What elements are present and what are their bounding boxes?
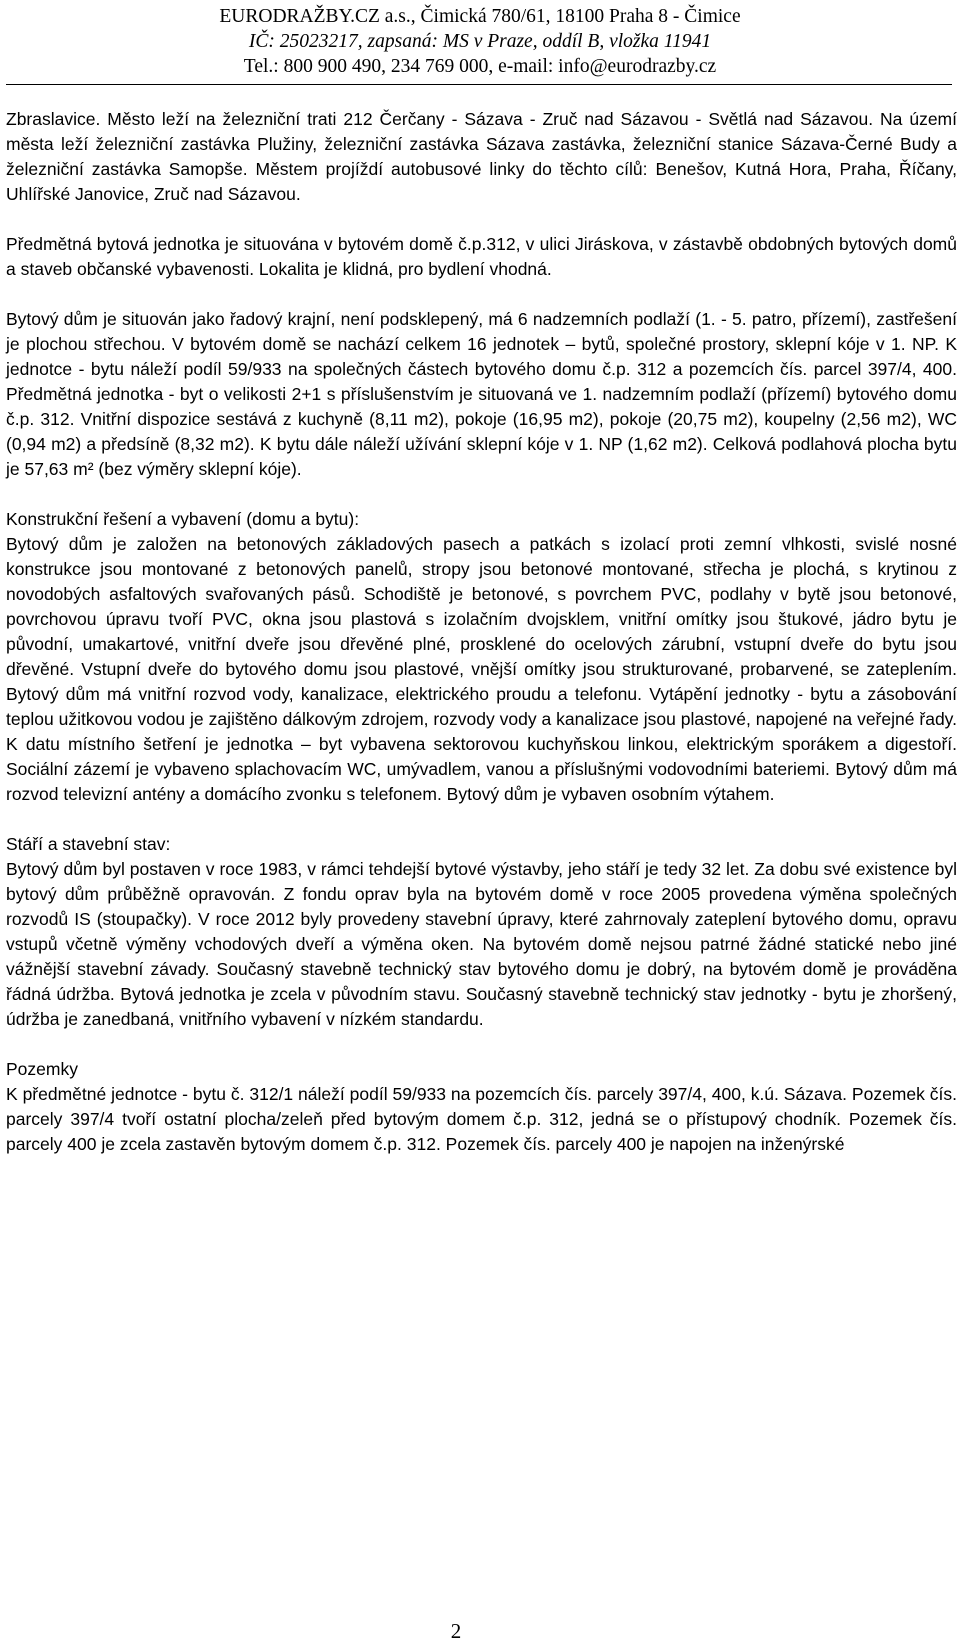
section-text-age: Bytový dům byl postaven v roce 1983, v rámci tehdejší bytové výstavby, jeho stáří je tedy 32 let. Za dobu své existence byl bytový dům průběžně opravován. Z fondu oprav byla na bytovém domě v roce 2005 provedena výměna společných rozvodů IS (stoupačky). V roce 2012 byly provedeny stavební úpravy, které zahrnovaly zateplení bytového domu, opravu vstupů včetně výměny vchodových dveří a výměna oken. Na bytovém domě nejsou patrné žádné statické nebo jiné vážnější stavební závady. Současný stavebně technický stav bytového domu je dobrý, na bytovém domě je prováděna řádná údržba. Bytová jednotka je zcela v původním stavu. Současný stavebně technický stav jednotky - bytu je zhoršený, údržba je zanedbaná, vnitřního vybavení v nízkém standardu. [6, 859, 957, 1029]
company-address: EURODRAŽBY.CZ a.s., Čimická 780/61, 18100 Praha 8 - Čimice [219, 6, 741, 27]
section-construction [6, 507, 957, 807]
page-number: 2 [450, 1619, 462, 1643]
section-age [6, 832, 957, 1032]
section-heading-age: Stáří a stavební stav: [6, 834, 171, 854]
section-heading-land: Pozemky [6, 1059, 78, 1079]
section-text-land: K předmětné jednotce - bytu č. 312/1 náleží podíl 59/933 na pozemcích čís. parcely 397/4, 400, k.ú. Sázava. Pozemek čís. parcely 397/4 tvoří ostatní plocha/zeleň před bytovým domem č.p. 312, jedná se o přístupový chodník. Pozemek čís. parcely 400 je zcela zastavěn bytovým domem č.p. 312. Pozemek čís. parcely 400 je napojen na inženýrské [6, 1084, 957, 1154]
paragraph-unit-location: Předmětná bytová jednotka je situována v bytovém domě č.p.312, v ulici Jiráskova, v zástavbě obdobných bytových domů a staveb občanské vybavenosti. Lokalita je klidná, pro bydlení vhodná. [6, 234, 957, 279]
header-divider [6, 84, 952, 85]
paragraph-location: Zbraslavice. Město leží na železniční trati 212 Čerčany - Sázava - Zruč nad Sázavou - Světlá nad Sázavou. Na území města leží železniční zastávka Plužiny, železniční zastávka Sázava zastávka, železniční stanice Sázava-Černé Budy a železniční zastávka Samopše. Městem projíždí autobusové linky do těchto cílů: Benešov, Kutná Hora, Praha, Říčany, Uhlířské Janovice, Zruč nad Sázavou. [6, 109, 957, 204]
section-heading-construction: Konstrukční řešení a vybavení (domu a bytu): [6, 509, 360, 529]
section-text-construction: Bytový dům je založen na betonových základových pasech a patkách s izolací proti zemní vlhkosti, svislé nosné konstrukce jsou montované z betonových panelů, stropy jsou betonové montované, střecha je plochá, s krytinou z novodobých asfaltových svařovaných pásů. Schodiště je betonové, s povrchem PVC, podlahy v bytě jsou betonové, povrchovou úpravu tvoří PVC, okna jsou plastová s izolačním dvojsklem, vnitřní omítky jsou štukové, jádro bytu je původní, umakartové, vnitřní dveře jsou dřevěné plné, prosklené do ocelových zárubní, vstupní dveře do bytu jsou dřevěné. Vstupní dveře do bytového domu jsou plastové, vnější omítky jsou strukturované, probarvené, se zateplením. Bytový dům má vnitřní rozvod vody, kanalizace, elektrického proudu a telefonu. Vytápění jednotky - bytu a zásobování teplou užitkovou vodou je zajištěno dálkovým zdrojem, rozvody vody a kanalizace jsou plastové, napojené na veřejné řady. K datu místního šetření je jednotka – byt vybavena sektorovou kuchyňskou linkou, elektrickým sporákem a digestoří. Sociální zázemí je vybaveno splachovacím WC, umývadlem, vanou a příslušnými vodovodními bateriemi. Bytový dům má rozvod televizní antény a domácího zvonku s telefonem. Bytový dům je vybaven osobním výtahem. [6, 534, 957, 804]
section-land [6, 1057, 957, 1157]
letterhead [0, 4, 960, 79]
company-contact: Tel.: 800 900 490, 234 769 000, e-mail: info@eurodrazby.cz [243, 56, 717, 77]
paragraph-building: Bytový dům je situován jako řadový krajní, není podsklepený, má 6 nadzemních podlaží (1. - 5. patro, přízemí), zastřešení je plochou střechou. V bytovém domě se nachází celkem 16 jednotek – bytů, společné prostory, sklepní kóje v 1. NP. K jednotce - bytu náleží podíl 59/933 na společných částech bytového domu č.p. 312 a pozemcích čís. parcel 397/4, 400. Předmětná jednotka - byt o velikosti 2+1 s příslušenstvím je situovaná ve 1. nadzemním podlaží (přízemí) bytového domu č.p. 312. Vnitřní dispozice sestává z kuchyně (8,11 m2), pokoje (16,95 m2), pokoje (20,75 m2), koupelny (2,56 m2), WC (0,94 m2) a předsíně (8,32 m2). K bytu dále náleží užívání sklepní kóje v 1. NP (1,62 m2). Celková podlahová plocha bytu je 57,63 m² (bez výměry sklepní kóje). [6, 309, 957, 479]
document-body [6, 107, 957, 1157]
company-registration: IČ: 25023217, zapsaná: MS v Praze, oddíl B, vložka 11941 [248, 31, 712, 52]
